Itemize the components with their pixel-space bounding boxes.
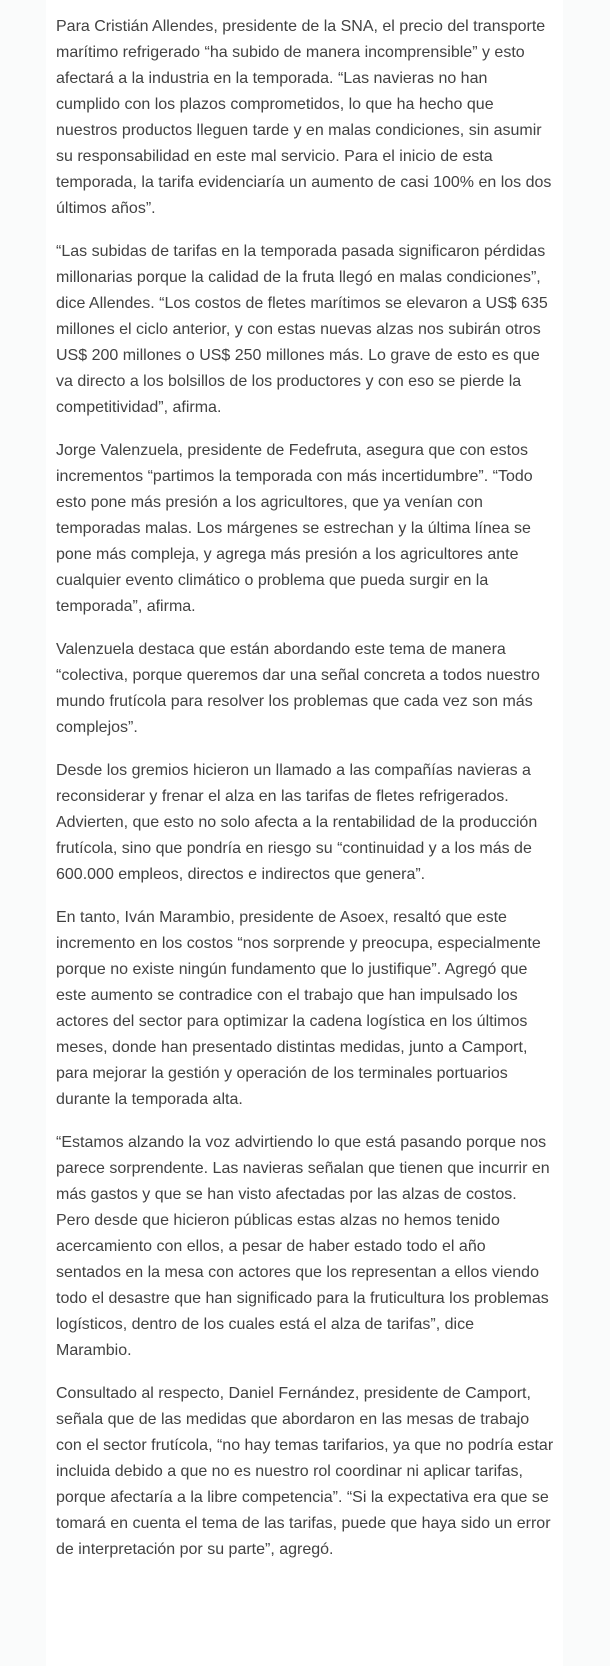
- article-paragraph-1: Para Cristián Allendes, presidente de la SNA, el precio del transporte marítimo refrigerado “ha subido de manera incomprensible” y esto afectará a la industria en la temporada. “Las navieras no han cumplido con los plazos comprometidos, lo que ha hecho que nuestros productos lleguen tarde y en malas condiciones, sin asumir su responsabilidad en este mal servicio. Para el inicio de esta temporada, la tarifa evidenciaría un aumento de casi 100% en los dos últimos años”.: [56, 18, 552, 217]
- article-body: [56, 14, 554, 1563]
- page-gutter-left: [0, 0, 46, 1666]
- article-paragraph-8: Consultado al respecto, Daniel Fernández, presidente de Camport, señala que de las medidas que abordaron en las mesas de trabajo con el sector frutícola, “no hay temas tarifarios, ya que no podría estar incluida debido a que no es nuestro rol coordinar ni aplicar tarifas, porque afectaría a la libre competencia”. “Si la expectativa era que se tomará en cuenta el tema de las tarifas, puede que haya sido un error de interpretación por su parte”, agregó.: [56, 1385, 554, 1558]
- article-paragraph-2: “Las subidas de tarifas en la temporada pasada significaron pérdidas millonarias porque la calidad de la fruta llegó en malas condiciones”, dice Allendes. “Los costos de fletes marítimos se elevaron a US$ 635 millones el ciclo anterior, y con estas nuevas alzas nos subirán otros US$ 200 millones o US$ 250 millones más. Lo grave de esto es que va directo a los bolsillos de los productores y con eso se pierde la competitividad”, afirma.: [56, 243, 548, 416]
- article-paragraph-6: En tanto, Iván Marambio, presidente de Asoex, resaltó que este incremento en los costos “nos sorprende y preocupa, especialmente porque no existe ningún fundamento que lo justifique”. Agregó que este aumento se contradice con el trabajo que han impulsado los actores del sector para optimizar la cadena logística en los últimos meses, donde han presentado distintas medidas, junto a Camport, para mejorar la gestión y operación de los terminales portuarios durante la temporada alta.: [56, 909, 541, 1108]
- article-paragraph-4: Valenzuela destaca que están abordando este tema de manera “colectiva, porque queremos dar una señal concreta a todos nuestro mundo frutícola para resolver los problemas que cada vez son más complejos”.: [56, 641, 540, 736]
- article-paragraph-3: Jorge Valenzuela, presidente de Fedefruta, asegura que con estos incrementos “partimos la temporada con más incertidumbre”. “Todo esto pone más presión a los agricultores, que ya venían con temporadas malas. Los márgenes se estrechan y la última línea se pone más compleja, y agrega más presión a los agricultores ante cualquier evento climático o problema que pueda surgir en la temporada”, afirma.: [56, 442, 533, 615]
- article-paragraph-5: Desde los gremios hicieron un llamado a las compañías navieras a reconsiderar y frenar el alza en las tarifas de fletes refrigerados. Advierten, que esto no solo afecta a la rentabilidad de la producción frutícola, sino que pondría en riesgo su “continuidad y a los más de 600.000 empleos, directos e indirectos que genera”.: [56, 762, 538, 883]
- page-gutter-right: [563, 0, 610, 1666]
- article-paragraph-7: “Estamos alzando la voz advirtiendo lo que está pasando porque nos parece sorprendente. Las navieras señalan que tienen que incurrir en más gastos y que se han visto afectadas por las alzas de costos. Pero desde que hicieron públicas estas alzas no hemos tenido acercamiento con ellos, a pesar de haber estado todo el año sentados en la mesa con actores que los representan a ellos viendo todo el desastre que han significado para la fruticultura los problemas logísticos, dentro de los cuales está el alza de tarifas”, dice Marambio.: [56, 1134, 550, 1359]
